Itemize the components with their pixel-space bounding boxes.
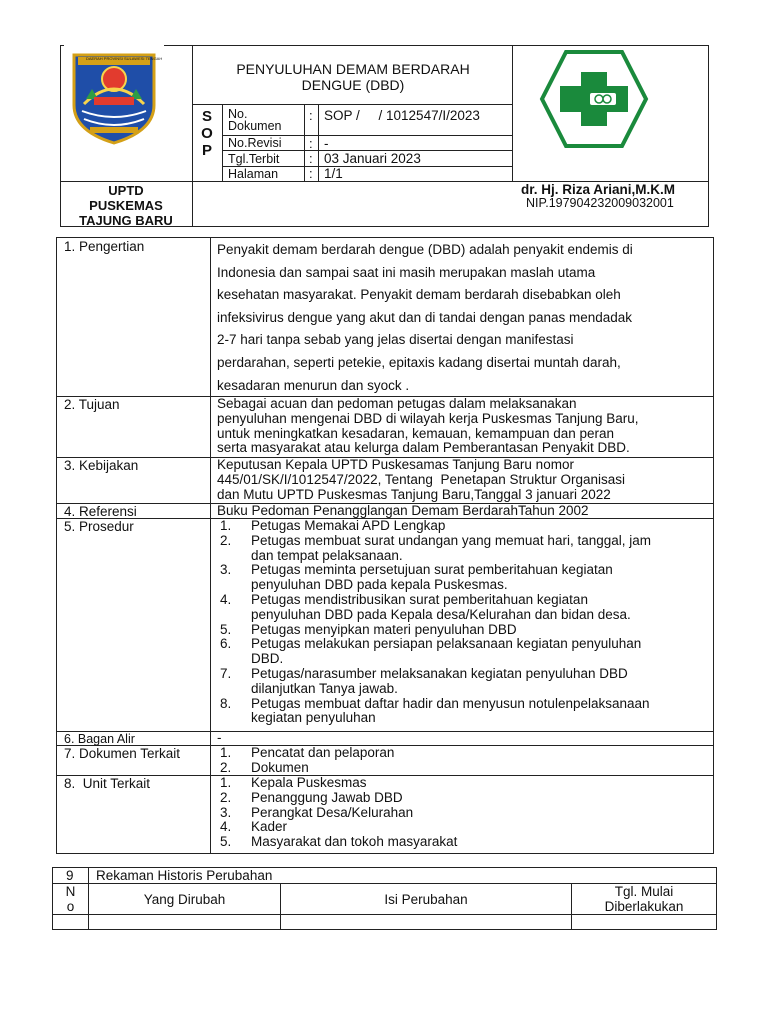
history-number: 9 bbox=[66, 868, 74, 883]
list-item: 5. Petugas menyipkan materi penyuluhan DBD bbox=[220, 621, 517, 637]
meta-value-no-revisi: - bbox=[324, 136, 329, 151]
section-text-bagan-alir: - bbox=[217, 730, 222, 745]
meta-label-no-dokumen: No. Dokumen bbox=[228, 107, 282, 133]
section-label-bagan-alir: 6. Bagan Alir bbox=[64, 732, 135, 746]
meta-colon: : bbox=[309, 151, 313, 166]
section-label-prosedur: 5. Prosedur bbox=[64, 519, 134, 534]
section-label-dokumen-terkait: 7. Dokumen Terkait bbox=[64, 746, 181, 761]
history-col-no: N o bbox=[65, 884, 76, 914]
list-item: 8. Petugas membuat daftar hadir dan menyusun notulenpelaksanaan kegiatan penyuluhan bbox=[220, 695, 650, 726]
section-label-unit-terkait: 8. Unit Terkait bbox=[64, 776, 151, 791]
list-item: 2. Petugas membuat surat undangan yang memuat hari, tanggal, jam dan tempat pelaksanaan. bbox=[220, 532, 651, 563]
meta-value-no-dokumen: SOP / / 1012547/I/2023 bbox=[324, 108, 480, 123]
meta-label-no-revisi: No.Revisi bbox=[228, 136, 282, 150]
history-col-content: Isi Perubahan bbox=[384, 892, 468, 907]
logo-banner-text: DAERAH PROVINSI SULAWESI TENGAH bbox=[86, 56, 163, 61]
list-item: 4. Petugas mendistribusikan surat pemberitahuan kegiatan penyuluhan DBD pada Kepala desa/Kelurahan dan bidan desa. bbox=[220, 591, 631, 622]
list-item: 3. Perangkat Desa/Kelurahan bbox=[220, 804, 414, 820]
section-text-tujuan: Sebagai acuan dan pedoman petugas dalam melaksanakan penyuluhan mengenai DBD di wilayah kerja Puskesmas Tanjung Baru, untuk meningkatkan kesadaran, kemauan, kemampuan dan peran serta masyarakat atau kelurga dalam Pemberantasan Penyakit DBD. bbox=[217, 396, 639, 456]
regional-logo bbox=[64, 49, 164, 145]
history-col-changed: Yang Dirubah bbox=[143, 892, 226, 907]
list-item: 2. Penanggung Jawab DBD bbox=[220, 789, 403, 805]
puskesmas-logo bbox=[540, 50, 648, 148]
meta-colon: : bbox=[309, 136, 313, 151]
section-text-referensi: Buku Pedoman Penangglangan Demam BerdarahTahun 2002 bbox=[217, 503, 589, 518]
meta-label-tgl-terbit: Tgl.Terbit bbox=[228, 152, 280, 166]
meta-label-halaman: Halaman bbox=[228, 167, 279, 181]
list-item: 1. Pencatat dan pelaporan bbox=[220, 745, 395, 760]
section-label-pengertian: 1. Pengertian bbox=[64, 239, 145, 254]
sop-label: S O P bbox=[201, 108, 213, 159]
document-title: PENYULUHAN DEMAM BERDARAH DENGUE (DBD) bbox=[236, 61, 470, 93]
signer-name: dr. Hj. Riza Ariani,M.K.M bbox=[521, 182, 676, 197]
list-item: 3. Petugas meminta persetujuan surat pemberitahuan kegiatan penyuluhan DBD pada kepala Puskesmas. bbox=[220, 562, 613, 593]
section-text-pengertian: Penyakit demam berdarah dengue (DBD) adalah penyakit endemis di Indonesia dan sampai saat ini masih merupakan maslah utama kesehatan masyarakat. Penyakit demam berdarah disebabkan oleh infeksivirus dengue yang akut dan di tandai dengan panas mendadak 2-7 hari tanpa sebab yang jelas disertai dengan manifestasi perdarahan, seperti petekie, epitaxis kadang disertai muntah darah, kesadaran menurun dan syock . bbox=[217, 242, 633, 393]
list-item: 5. Masyarakat dan tokoh masyarakat bbox=[220, 834, 458, 850]
meta-value-tgl-terbit: 03 Januari 2023 bbox=[324, 151, 421, 166]
dokumen-terkait-list bbox=[220, 746, 712, 776]
section-label-kebijakan: 3. Kebijakan bbox=[64, 458, 139, 473]
section-label-referensi: 4. Referensi bbox=[64, 504, 137, 519]
signer-nip: NIP.197904232009032001 bbox=[526, 196, 674, 210]
meta-colon: : bbox=[309, 166, 313, 181]
history-col-date: Tgl. Mulai Diberlakukan bbox=[604, 884, 684, 914]
section-text-kebijakan: Keputusan Kepala UPTD Puskesamas Tanjung Baru nomor 445/01/SK/I/1012547/2022, Tentang Penetapan Struktur Organisasi dan Mutu UPTD Puskesmas Tanjung Baru,Tanggal 3 januari 2022 bbox=[217, 457, 626, 502]
unit-terkait-list bbox=[220, 776, 712, 850]
section-label-tujuan: 2. Tujuan bbox=[64, 397, 120, 412]
list-item: 6. Petugas melakukan persiapan pelaksanaan kegiatan penyuluhan DBD. bbox=[220, 636, 642, 667]
list-item: 4. Kader bbox=[220, 819, 288, 835]
list-item: 1. Kepala Puskesmas bbox=[220, 775, 367, 790]
list-item: 1. Petugas Memakai APD Lengkap bbox=[220, 518, 446, 533]
history-title: Rekaman Historis Perubahan bbox=[96, 868, 273, 883]
list-item: 7. Petugas/narasumber melaksanakan kegiatan penyuluhan DBD dilanjutkan Tanya jawab. bbox=[220, 665, 628, 696]
org-name: UPTD PUSKEMAS TAJUNG BARU bbox=[79, 183, 173, 228]
meta-colon: : bbox=[309, 108, 313, 123]
list-item: 2. Dokumen bbox=[220, 759, 309, 775]
meta-value-halaman: 1/1 bbox=[324, 166, 343, 181]
prosedur-list bbox=[220, 519, 712, 726]
